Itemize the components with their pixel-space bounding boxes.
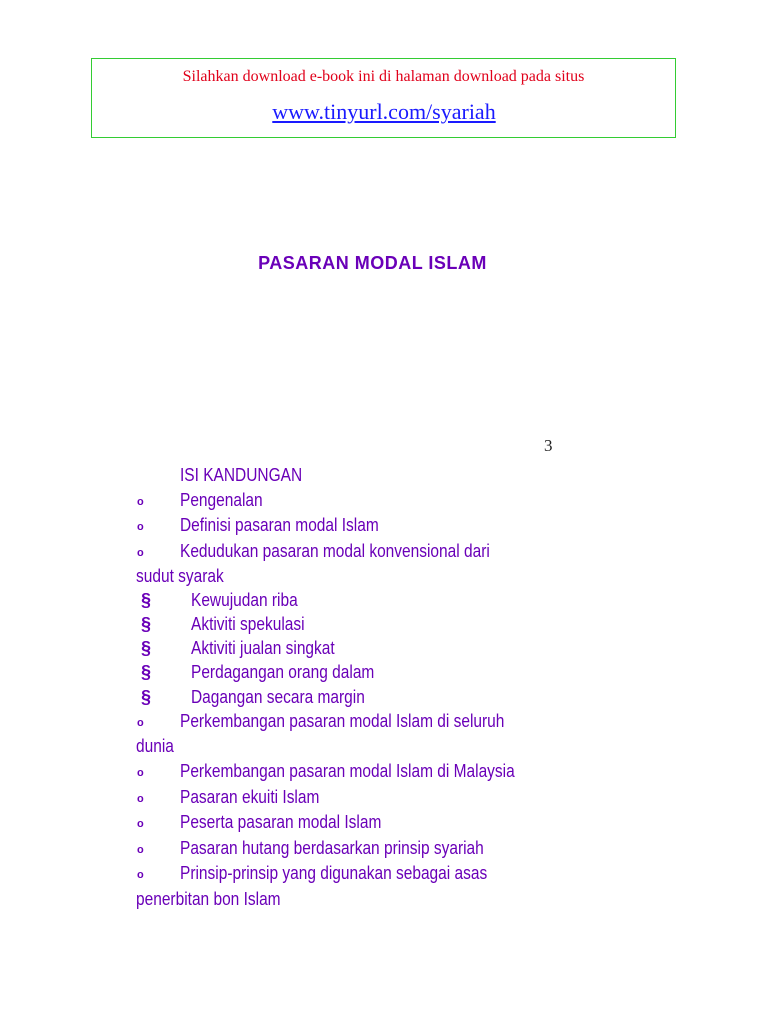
toc-item: Peserta pasaran modal Islam xyxy=(180,812,382,832)
toc-item: Perkembangan pasaran modal Islam di seluruh xyxy=(180,711,505,731)
toc-item: Pasaran ekuiti Islam xyxy=(180,787,320,807)
toc-heading: ISI KANDUNGAN xyxy=(180,465,303,485)
toc-bullet-s: § xyxy=(141,662,152,682)
toc-bullet-s: § xyxy=(141,590,152,610)
toc-bullet-o: o xyxy=(137,818,144,830)
toc-bullet-o: o xyxy=(137,844,144,856)
toc-item-continuation: penerbitan bon Islam xyxy=(136,889,281,909)
page-number: 3 xyxy=(544,436,553,455)
toc-item-continuation: dunia xyxy=(136,736,174,756)
toc-subitem: Aktiviti spekulasi xyxy=(191,614,305,634)
toc-bullet-o: o xyxy=(137,793,144,805)
toc-bullet-o: o xyxy=(137,767,144,779)
toc-subitem: Perdagangan orang dalam xyxy=(191,662,375,682)
toc-bullet-s: § xyxy=(141,687,152,707)
toc-bullet-o: o xyxy=(137,869,144,881)
toc-item-continuation: sudut syarak xyxy=(136,566,224,586)
toc-bullet-s: § xyxy=(141,638,152,658)
toc-item: Kedudukan pasaran modal konvensional dari xyxy=(180,541,490,561)
toc-item: Perkembangan pasaran modal Islam di Malaysia xyxy=(180,761,515,781)
toc-bullet-s: § xyxy=(141,614,152,634)
toc-subitem: Dagangan secara margin xyxy=(191,687,365,707)
toc-item: Pengenalan xyxy=(180,490,263,510)
toc-item: Definisi pasaran modal Islam xyxy=(180,515,379,535)
toc-bullet-o: o xyxy=(137,547,144,559)
toc-bullet-o: o xyxy=(137,717,144,729)
toc-item: Pasaran hutang berdasarkan prinsip syariah xyxy=(180,838,484,858)
toc-subitem: Kewujudan riba xyxy=(191,590,298,610)
banner-text: Silahkan download e-book ini di halaman download pada situs xyxy=(182,68,585,85)
download-link[interactable]: www.tinyurl.com/syariah xyxy=(272,99,496,124)
toc-bullet-o: o xyxy=(137,521,144,533)
toc-subitem: Aktiviti jualan singkat xyxy=(191,638,335,658)
toc-item: Prinsip-prinsip yang digunakan sebagai asas xyxy=(180,863,488,883)
document-title: PASARAN MODAL ISLAM xyxy=(258,253,487,273)
toc-bullet-o: o xyxy=(137,496,144,508)
